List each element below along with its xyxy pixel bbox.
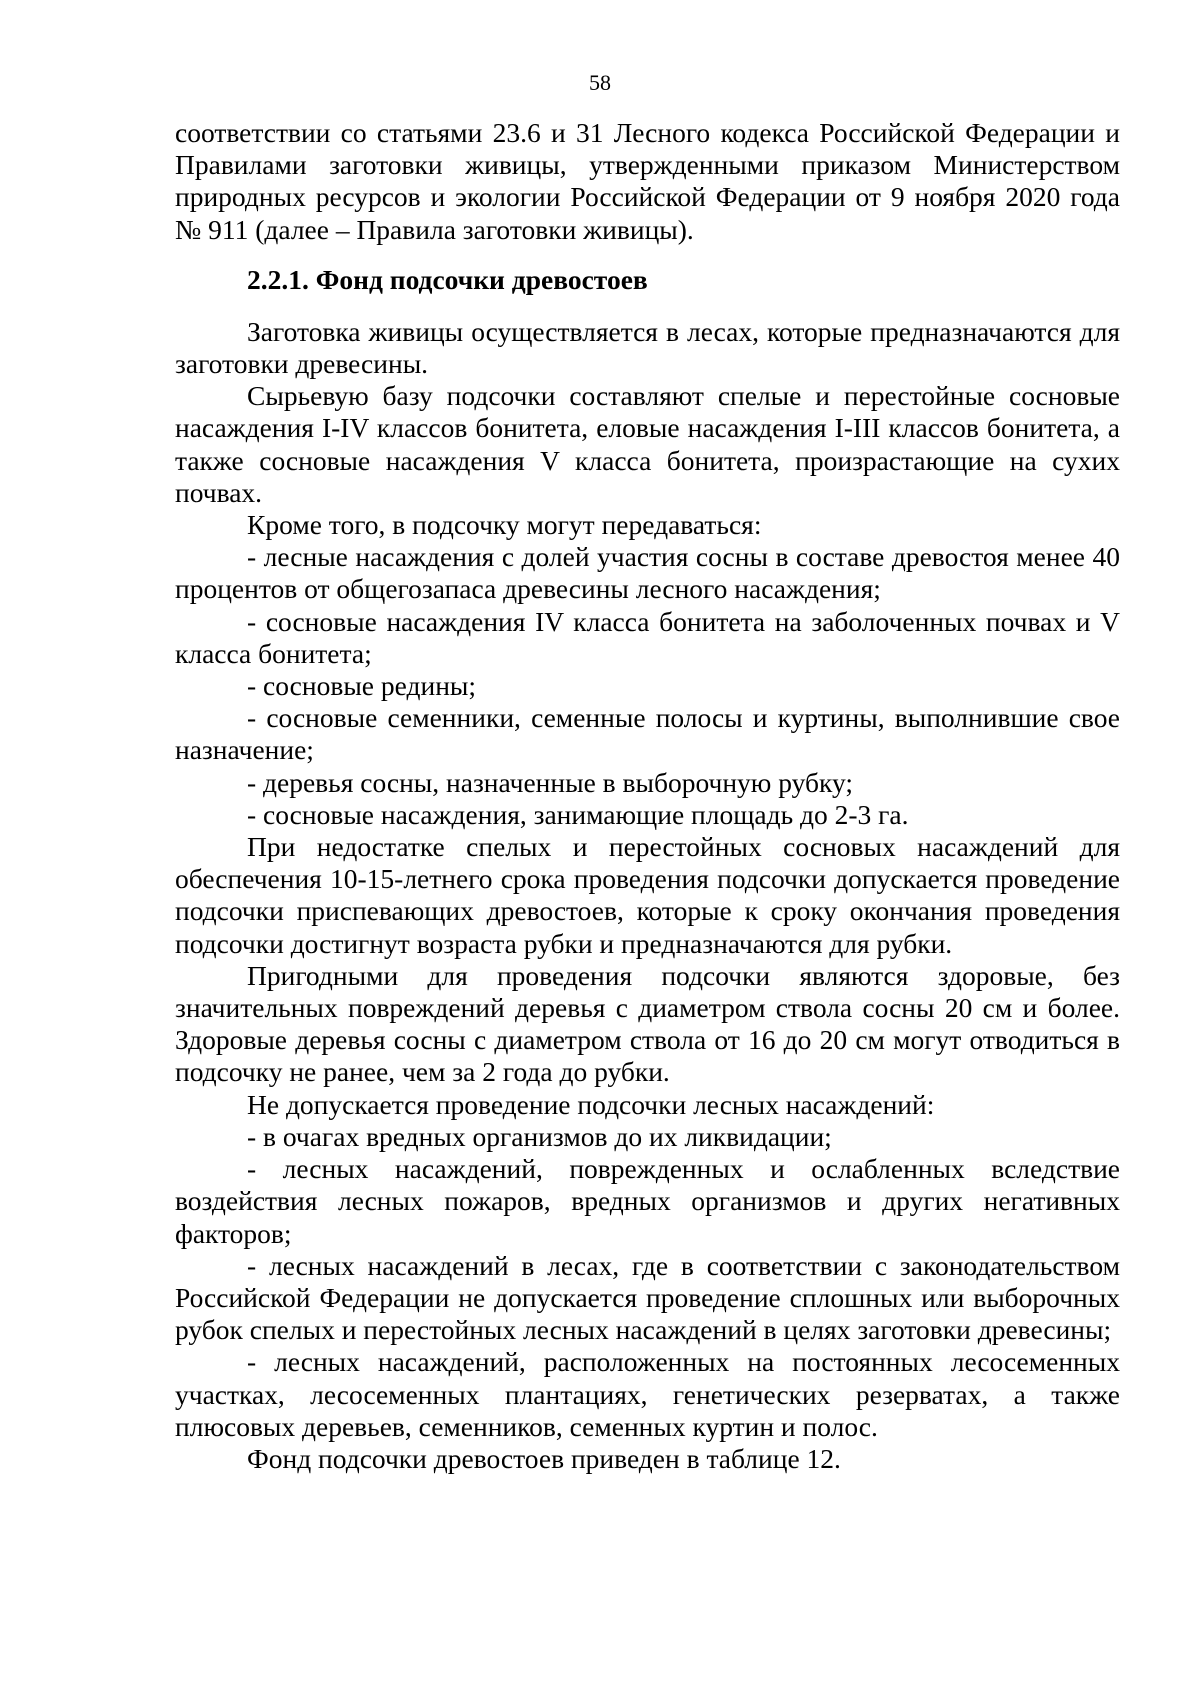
paragraph-table-reference: Фонд подсочки древостоев приведен в таблице 12. <box>247 1442 841 1474</box>
paragraph-raw-material-base: Сырьевую базу подсочки составляют спелые и перестойные сосновые насаждения I-IV классов бонитета, еловые насаждения I-III классов бонитета, а также сосновые насаждения V класса бонитета, произрастающие на сухих почвах. <box>175 380 1120 508</box>
list-item: - деревья сосны, назначенные в выборочную рубку; <box>247 766 853 798</box>
list-item: - сосновые насаждения, занимающие площадь до 2-3 га. <box>247 798 909 830</box>
list-item: - в очагах вредных организмов до их ликвидации; <box>247 1120 832 1152</box>
list-item: - лесных насаждений в лесах, где в соответствии с законодательством Российской Федерации не допускается проведение сплошных или выборочных рубок спелых и перестойных лесных насаждений в целях заготовки древесины; <box>175 1249 1120 1346</box>
section-heading: 2.2.1. Фонд подсочки древостоев <box>247 263 648 295</box>
list-item: - лесных насаждений, поврежденных и ослабленных вследствие воздействия лесных пожаров, вредных организмов и других негативных факторов; <box>175 1153 1120 1249</box>
paragraph-shortage: При недостатке спелых и перестойных сосновых насаждений для обеспечения 10-15-летнего срока проведения подсочки допускается проведение подсочки приспевающих древостоев, которые к сроку окончания проведения подсочки достигнут возраста рубки и предназначаются для рубки. <box>175 831 1120 959</box>
list-item: - лесных насаждений, расположенных на постоянных лесосеменных участках, лесосеменных плантациях, генетических резерватах, а также плюсовых деревьев, семенников, семенных куртин и полос. <box>175 1346 1120 1442</box>
list-item: - сосновые насаждения IV класса бонитета на заболоченных почвах и V класса бонитета; <box>175 605 1120 669</box>
list-item: - сосновые семенники, семенные полосы и куртины, выполнившие свое назначение; <box>175 702 1120 766</box>
paragraph-suitable-trees: Пригодными для проведения подсочки являются здоровые, без значительных повреждений деревья с диаметром ствола сосны 20 см и более. Здоровые деревья сосны с диаметром ствола от 16 до 20 см могут отводиться в подсочку не ранее, чем за 2 года до рубки. <box>175 959 1120 1088</box>
list-item: - лесные насаждения с долей участия сосны в составе древостоя менее 40 процентов от общегозапаса древесины лесного насаждения; <box>175 541 1120 605</box>
paragraph-resin-harvesting: Заготовка живицы осуществляется в лесах, которые предназначаются для заготовки древесины. <box>175 315 1120 380</box>
intro-paragraph: соответствии со статьями 23.6 и 31 Лесного кодекса Российской Федерации и Правилами заготовки живицы, утвержденными приказом Министерством природных ресурсов и экологии Российской Федерации от 9 ноября 2020 года № 911 (далее – Правила заготовки живицы). <box>175 117 1120 245</box>
page-number: 58 <box>589 70 611 95</box>
paragraph-not-allowed: Не допускается проведение подсочки лесных насаждений: <box>247 1088 935 1120</box>
paragraph-additionally: Кроме того, в подсочку могут передаваться: <box>247 509 762 541</box>
document-body <box>175 117 1120 1475</box>
list-item: - сосновые редины; <box>247 670 477 702</box>
